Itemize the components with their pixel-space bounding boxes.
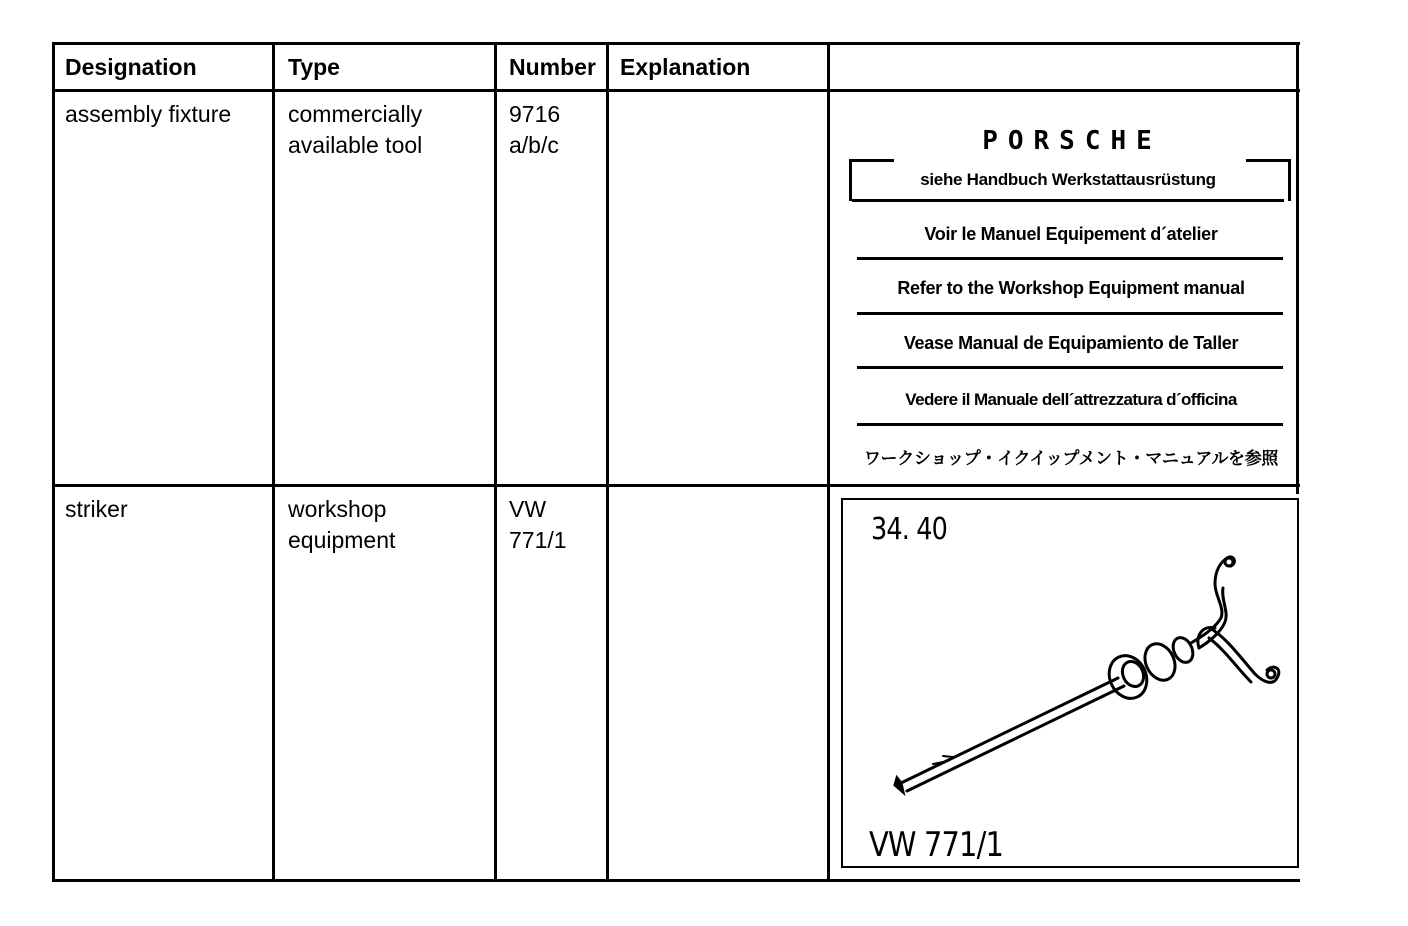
bracket-right bbox=[1288, 159, 1291, 201]
notice-line-fr: Voir le Manuel Equipement d´atelier bbox=[924, 224, 1218, 244]
notice-sep-1 bbox=[857, 257, 1283, 260]
header-type: Type bbox=[288, 54, 340, 80]
table-border-bottom bbox=[52, 879, 1300, 882]
notice-sep-3 bbox=[857, 366, 1283, 369]
table-border-right bbox=[1296, 42, 1299, 494]
bracket-top-left bbox=[849, 159, 894, 162]
notice-line-en: Refer to the Workshop Equipment manual bbox=[897, 278, 1245, 298]
col-separator-1 bbox=[272, 42, 275, 882]
row1-designation: assembly fixture bbox=[65, 101, 232, 127]
table-border-top bbox=[52, 42, 1300, 45]
notice-sep-0 bbox=[852, 199, 1284, 202]
porsche-logo bbox=[930, 128, 1215, 152]
porsche-logo-text: PORSCHE bbox=[982, 128, 1162, 152]
notice-line-es: Vease Manual de Equipamiento de Taller bbox=[903, 333, 1239, 353]
row-separator bbox=[52, 484, 1300, 487]
header-separator bbox=[52, 89, 1300, 92]
header-designation: Designation bbox=[65, 54, 197, 80]
notice-line-de: siehe Handbuch Werkstattausrüstung bbox=[920, 170, 1216, 189]
header-number: Number bbox=[509, 54, 596, 80]
notice-line-ja: ワークショップ・イクイップメント・マニュアルを参照 bbox=[863, 449, 1279, 469]
notice-sep-2 bbox=[857, 312, 1283, 315]
bracket-top-right bbox=[1246, 159, 1291, 162]
table-border-left bbox=[52, 42, 55, 882]
row2-designation: striker bbox=[65, 496, 128, 522]
header-explanation: Explanation bbox=[620, 54, 751, 80]
row1-number: 9716 a/b/c bbox=[509, 101, 561, 158]
illustration-tool-code: VW 771/1 bbox=[869, 825, 1004, 865]
illustration-ref-number: 34. 40 bbox=[871, 512, 948, 547]
row2-number: VW 771/1 bbox=[509, 496, 567, 553]
striker-tool-icon bbox=[843, 500, 1301, 870]
col-separator-3 bbox=[606, 42, 609, 882]
notice-line-it: Vedere il Manuale dell´attrezzatura d´officina bbox=[905, 390, 1237, 409]
col-separator-4 bbox=[827, 42, 830, 882]
row1-type: commercially available tool bbox=[288, 101, 423, 158]
col-separator-2 bbox=[494, 42, 497, 882]
row2-type: workshop equipment bbox=[288, 496, 396, 553]
notice-sep-4 bbox=[857, 423, 1283, 426]
tool-illustration-frame bbox=[841, 498, 1299, 868]
